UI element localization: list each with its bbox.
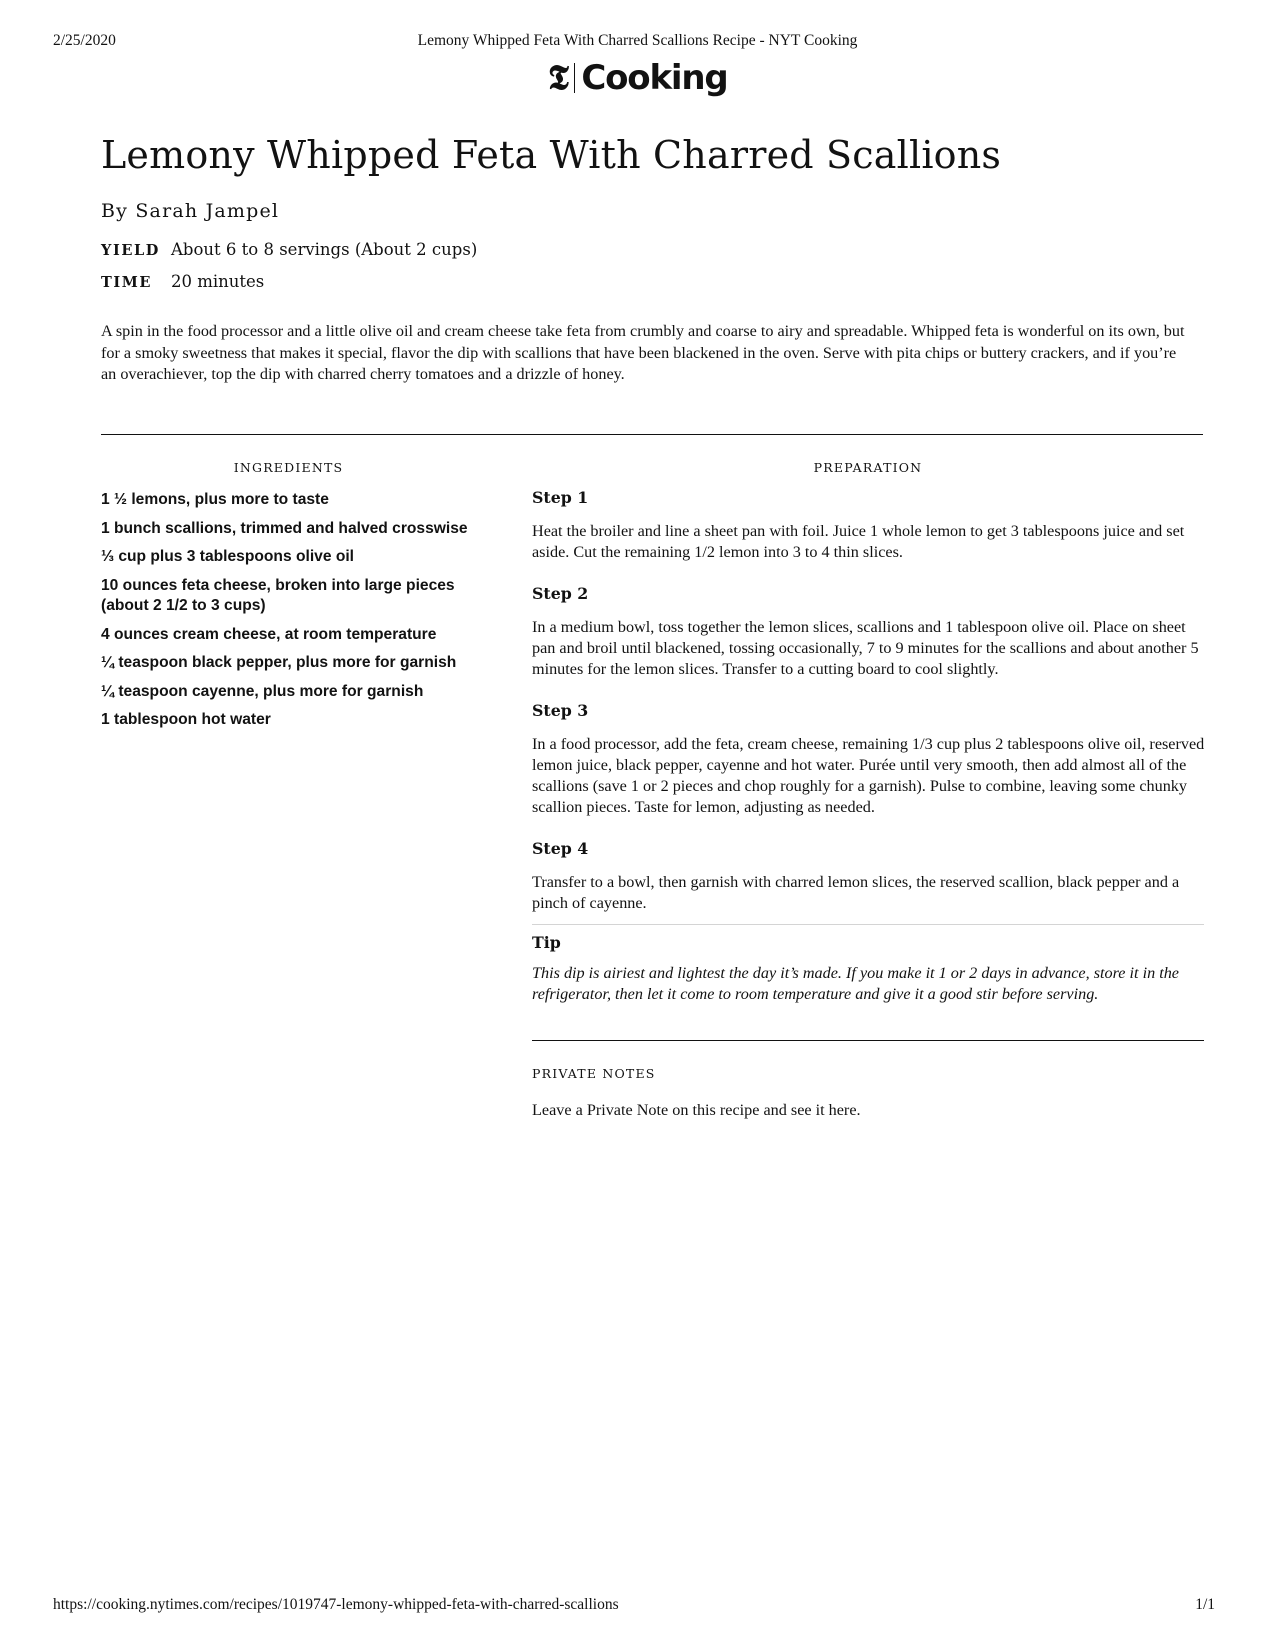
recipe-intro: A spin in the food processor and a little olive oil and cream cheese take feta from crumbly and coarse to airy and spreadable. Whipped feta is wonderful on its own, but for a smoky sweetness that makes it special, flavor the dip with scallions that have been blackened in the oven. Serve with pita chips or buttery crackers, and if you’re an overachiever, top the dip with charred cherry tomatoes and a drizzle of honey. [101, 322, 1185, 383]
logo-divider [574, 63, 576, 93]
recipe-time [101, 272, 264, 291]
time-label: TIME [101, 274, 153, 291]
tip-title: Tip [532, 933, 561, 952]
cooking-wordmark: Cooking [581, 58, 728, 98]
ingredient-item: 4 ounces cream cheese, at room temperature [101, 625, 437, 643]
step-title: Step 2 [532, 584, 589, 603]
print-footer-page-number: 1/1 [1195, 1596, 1215, 1613]
tip-text: This dip is airiest and lightest the day it’s made. If you make it 1 or 2 days in advance, store it in the refrigerator, then let it come to room temperature and give it a good stir before serving. [532, 964, 1179, 1003]
ingredients-list [101, 490, 481, 739]
nyt-cooking-logo[interactable] [548, 56, 727, 100]
step-text: Heat the broiler and line a sheet pan with foil. Juice 1 whole lemon to get 3 tablespoons juice and set aside. Cut the remaining 1/2 lemon into 3 to 4 thin slices. [532, 522, 1185, 561]
yield-value: About 6 to 8 servings (About 2 cups) [171, 240, 478, 259]
preparation-heading: PREPARATION [813, 460, 923, 475]
preparation-step-1 [532, 487, 1207, 563]
step-title: Step 1 [532, 488, 589, 507]
ingredient-item: ⅓ cup plus 3 tablespoons olive oil [101, 548, 355, 565]
step-title: Step 4 [532, 839, 589, 858]
ingredient-item: 1 ½ lemons, plus more to taste [101, 491, 329, 508]
print-header-date: 2/25/2020 [53, 32, 116, 49]
step-text: In a food processor, add the feta, cream cheese, remaining 1/3 cup plus 2 tablespoons olive oil, reserved lemon juice, black pepper, cayenne and hot water. Purée until very smooth, then add almost all of the scallions (save 1 or 2 pieces and chop roughly for a garnish). Pulse to combine, leaving some chunky scallion pieces. Taste for lemon, adjusting as needed. [532, 735, 1205, 816]
tip-divider [532, 924, 1204, 925]
step-text: Transfer to a bowl, then garnish with charred lemon slices, the reserved scallion, black pepper and a pinch of cayenne. [532, 873, 1180, 912]
preparation-step-4 [532, 838, 1207, 914]
preparation-steps [532, 487, 1207, 934]
preparation-step-3 [532, 700, 1207, 818]
recipe-title: Lemony Whipped Feta With Charred Scallions [101, 133, 1002, 177]
recipe-yield [101, 240, 477, 259]
step-text: In a medium bowl, toss together the lemon slices, scallions and 1 tablespoon olive oil. Place on sheet pan and broil until blackened, tossing occasionally, 7 to 9 minutes for the scallions and about another 5 minutes for the lemon slices. Transfer to a cutting board to cool slightly. [532, 618, 1199, 678]
ingredient-item: 10 ounces feta cheese, broken into large pieces (about 2 1/2 to 3 cups) [101, 576, 455, 614]
yield-label: YIELD [101, 242, 160, 259]
preparation-step-2 [532, 583, 1207, 680]
ingredient-item: 1 bunch scallions, trimmed and halved crosswise [101, 519, 468, 537]
ingredient-item: 1 tablespoon hot water [101, 711, 271, 728]
private-notes-heading: PRIVATE NOTES [532, 1066, 656, 1081]
time-value: 20 minutes [171, 272, 265, 291]
private-notes-text[interactable]: Leave a Private Note on this recipe and see it here. [532, 1101, 861, 1119]
notes-divider [532, 1040, 1204, 1041]
recipe-byline[interactable]: By Sarah Jampel [101, 200, 280, 222]
ingredient-item: ¼ teaspoon black pepper, plus more for garnish [101, 654, 457, 671]
section-divider [101, 434, 1203, 435]
nyt-t-logo-icon: 𝕿 [548, 58, 569, 98]
ingredient-item: ¼ teaspoon cayenne, plus more for garnish [101, 682, 424, 700]
print-footer-url: https://cooking.nytimes.com/recipes/1019747-lemony-whipped-feta-with-charred-scallions [53, 1596, 619, 1613]
step-title: Step 3 [532, 701, 589, 720]
ingredients-heading: INGREDIENTS [233, 460, 344, 475]
print-header-title: Lemony Whipped Feta With Charred Scallions Recipe - NYT Cooking [417, 32, 858, 49]
